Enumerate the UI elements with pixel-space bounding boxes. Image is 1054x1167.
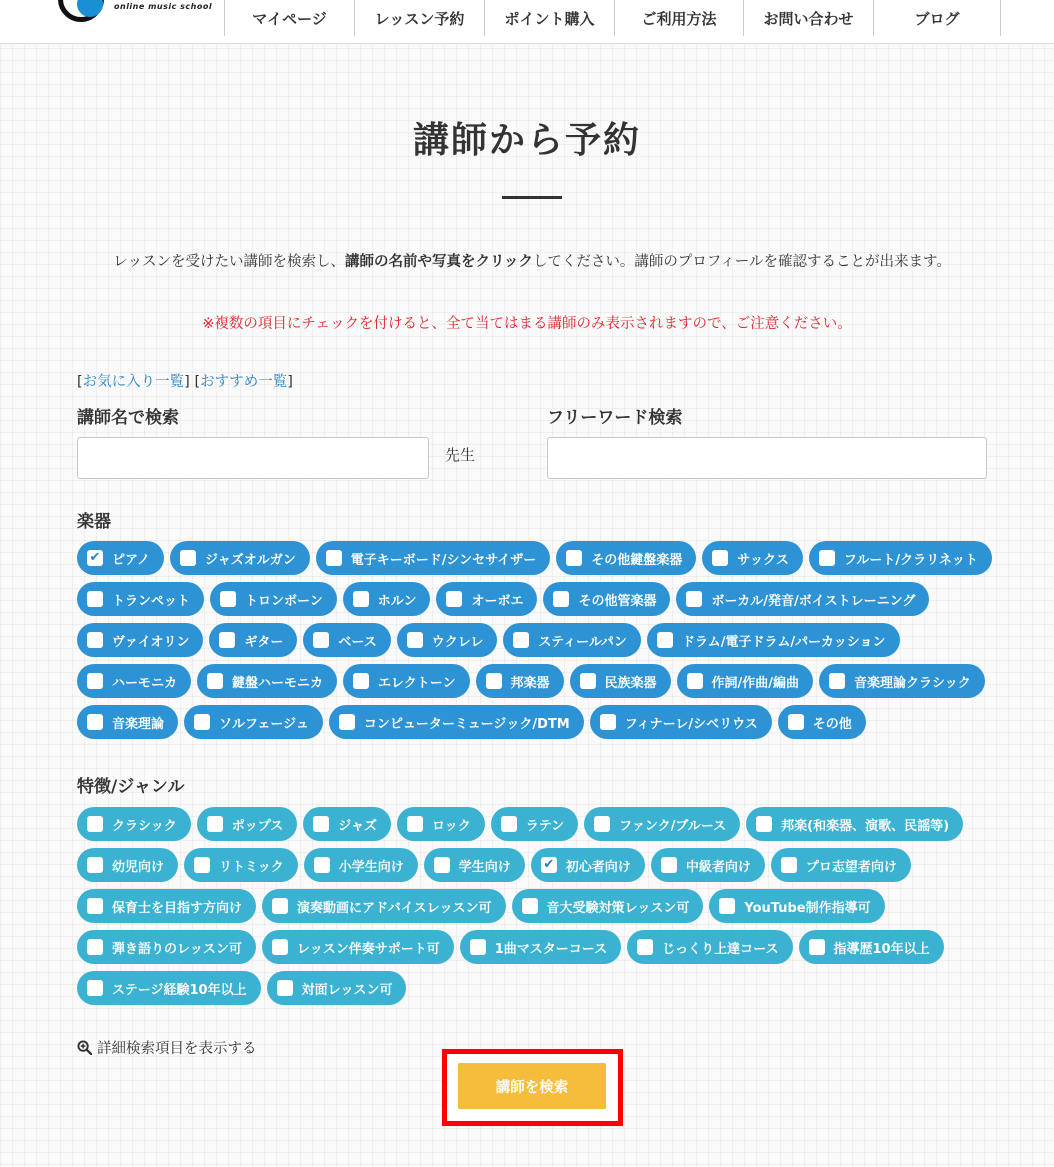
detail-search-label: 詳細検索項目を表示する: [97, 1041, 257, 1057]
instruments-filter-pill[interactable]: [343, 664, 469, 698]
checkbox-icon[interactable]: [314, 857, 330, 873]
filter-label: 中級者向け: [685, 859, 751, 875]
instruments-filter-pill[interactable]: [77, 582, 204, 616]
genres-row: [77, 971, 997, 1012]
checkbox-icon[interactable]: [87, 591, 103, 607]
instruments-filter-pill[interactable]: [676, 582, 929, 616]
checkbox-icon[interactable]: [407, 816, 423, 832]
name-search-label: 講師名で検索: [77, 408, 179, 428]
checkbox-icon[interactable]: [446, 591, 462, 607]
filter-label: その他管楽器: [578, 593, 657, 609]
filter-label: ラテン: [525, 818, 565, 834]
checkbox-icon[interactable]: [788, 714, 804, 730]
genres-filter-pill[interactable]: [397, 807, 485, 841]
checkbox-icon[interactable]: [272, 898, 288, 914]
instruments-filter-pill[interactable]: [819, 664, 985, 698]
checkbox-icon[interactable]: [566, 550, 582, 566]
filter-label: クラシック: [112, 818, 177, 834]
filter-label: エレクトーン: [378, 675, 456, 691]
filter-label: 音楽理論: [112, 716, 165, 732]
genres-filter-pill[interactable]: [709, 889, 884, 923]
checkbox-icon[interactable]: [637, 939, 653, 955]
filter-label: ボーカル/発音/ボイストレーニング: [711, 593, 916, 609]
notice-text: ※複数の項目にチェックを付けると、全て当てはまる講師のみ表示されますので、ご注意ください。: [202, 316, 852, 332]
instruments-filter-pill[interactable]: [77, 705, 178, 739]
genres-filter-pill[interactable]: [491, 807, 578, 841]
checkbox-icon[interactable]: [501, 816, 517, 832]
filter-label: ソルフェージュ: [219, 716, 309, 732]
filter-label: スティールパン: [538, 634, 627, 650]
checkbox-icon[interactable]: [272, 939, 288, 955]
filter-label: 対面レッスン可: [301, 982, 393, 998]
checkbox-icon[interactable]: [522, 898, 538, 914]
instruments-filter-pill[interactable]: [778, 705, 866, 739]
filter-label: YouTube制作指導可: [744, 900, 871, 916]
instruments-filter-pill[interactable]: [543, 582, 670, 616]
genres-filter-pill[interactable]: [77, 971, 261, 1005]
filter-label: その他: [812, 716, 852, 732]
instruments-filter-pill[interactable]: [209, 623, 297, 657]
checkbox-icon[interactable]: [809, 939, 825, 955]
filter-label: サックス: [737, 552, 789, 568]
checkbox-icon[interactable]: [781, 857, 797, 873]
nav-how-to-use[interactable]: ご利用方法: [614, 0, 743, 36]
genres-filter-pill[interactable]: [799, 930, 944, 964]
filter-label: トランペット: [112, 593, 191, 609]
checkbox-icon[interactable]: [687, 673, 703, 689]
nav-blog[interactable]: ブログ: [873, 0, 1001, 36]
checkbox-icon[interactable]: [207, 816, 223, 832]
genres-row: [77, 848, 997, 889]
instruments-filter-pill[interactable]: [590, 705, 772, 739]
checkbox-icon[interactable]: [661, 857, 677, 873]
filter-label: 学生向け: [458, 859, 511, 875]
checkbox-icon[interactable]: [756, 816, 772, 832]
instruments-filter-pill[interactable]: [809, 541, 992, 575]
filter-label: 指導歴10年以上: [833, 941, 930, 957]
genres-filter-pill[interactable]: [197, 807, 297, 841]
filter-label: ロック: [431, 818, 471, 834]
instruments-filter-pill[interactable]: [197, 664, 337, 698]
filter-label: 音楽理論クラシック: [854, 675, 971, 691]
genres-filter-pill[interactable]: [303, 807, 391, 841]
instruments-filter-pill[interactable]: [647, 623, 900, 657]
checkbox-icon[interactable]: [407, 632, 423, 648]
filter-label: ハーモニカ: [112, 675, 178, 691]
instruments-row: [77, 623, 997, 664]
filter-label: コンピューターミュージック/DTM: [363, 716, 570, 732]
instruments-filter-pill[interactable]: [184, 705, 323, 739]
checkbox-icon[interactable]: [219, 632, 235, 648]
checkbox-icon[interactable]: [434, 857, 450, 873]
genres-filter-pill[interactable]: [746, 807, 963, 841]
genres-filter-pill[interactable]: [77, 889, 256, 923]
site-logo[interactable]: [58, 0, 213, 20]
instruments-filter-pill[interactable]: [303, 623, 390, 657]
site-header: [0, 0, 1054, 44]
filter-label: 弾き語りのレッスン可: [112, 941, 242, 957]
recommended-link[interactable]: おすすめ一覧: [200, 374, 288, 390]
title-divider: [502, 196, 562, 199]
checkbox-icon[interactable]: [87, 816, 103, 832]
filter-label: ファンク/ブルース: [619, 818, 727, 834]
instruments-row: [77, 664, 997, 705]
filter-label: レッスン伴奏サポート可: [296, 941, 440, 957]
filter-label: ドラム/電子ドラム/パーカッション: [681, 634, 886, 650]
instruments-filter-pill[interactable]: [570, 664, 671, 698]
filter-label: リトミック: [219, 859, 284, 875]
instruments-filter-pill[interactable]: [210, 582, 337, 616]
checkbox-icon[interactable]: [194, 857, 210, 873]
checkbox-icon[interactable]: [513, 632, 529, 648]
filter-label: 民族楽器: [604, 675, 657, 691]
filter-label: プロ志望者向け: [805, 859, 897, 875]
instruments-filter-pill[interactable]: [556, 541, 696, 575]
instruments-filter-pill[interactable]: [170, 541, 310, 575]
search-teachers-button[interactable]: 講師を検索: [458, 1063, 606, 1109]
checkbox-icon[interactable]: [87, 980, 103, 996]
checkbox-icon[interactable]: [486, 673, 502, 689]
intro-text: レッスンを受けたい講師を検索し、講師の名前や写真をクリックしてください。講師のプロフィールを確認することが出来ます。: [113, 254, 951, 270]
filter-label: ホルン: [377, 593, 417, 609]
genres-row: [77, 930, 997, 971]
instruments-label: 楽器: [77, 512, 111, 532]
checkbox-icon[interactable]: [207, 673, 223, 689]
instruments-filter-pill[interactable]: [316, 541, 551, 575]
filter-label: ギター: [244, 634, 284, 650]
instruments-filter-pill[interactable]: [476, 664, 564, 698]
genres-filter-pill[interactable]: [267, 971, 407, 1005]
instruments-filter-pill[interactable]: [397, 623, 498, 657]
filter-label: ポップス: [231, 818, 284, 834]
checkbox-icon[interactable]: [87, 898, 103, 914]
page-title: 講師から予約: [412, 120, 641, 161]
checkbox-icon[interactable]: [719, 898, 735, 914]
zoom-in-icon: [77, 1040, 92, 1055]
instruments-filter-pill[interactable]: [702, 541, 803, 575]
genres-filter-pill[interactable]: [77, 807, 191, 841]
genres-filter-pill[interactable]: [531, 848, 645, 882]
checkbox-checked-icon[interactable]: ✔: [541, 857, 557, 873]
instruments-filter-pill[interactable]: [77, 664, 191, 698]
filter-label: ヴァイオリン: [112, 634, 190, 650]
checkbox-icon[interactable]: [353, 673, 369, 689]
checkbox-icon[interactable]: [326, 550, 342, 566]
checkbox-icon[interactable]: [87, 714, 103, 730]
main-nav: [224, 0, 1001, 36]
checkbox-icon[interactable]: [277, 980, 293, 996]
checkbox-icon[interactable]: [553, 591, 569, 607]
freeword-search-label: フリーワード検索: [547, 408, 683, 428]
checkbox-icon[interactable]: [600, 714, 616, 730]
freeword-input[interactable]: [547, 437, 987, 479]
checkbox-icon[interactable]: [580, 673, 596, 689]
genres-filter-pill[interactable]: [771, 848, 911, 882]
instruments-filter-pill[interactable]: [329, 705, 584, 739]
genres-filter-pill[interactable]: [584, 807, 740, 841]
genres-filter-pill[interactable]: [304, 848, 418, 882]
logo-tagline: online music school: [114, 2, 213, 11]
checkbox-icon[interactable]: [657, 632, 673, 648]
genres-row: [77, 807, 997, 848]
instruments-filter-pill[interactable]: [436, 582, 537, 616]
instruments-filter-pill[interactable]: [77, 541, 164, 575]
quick-links: [お気に入り一覧] [おすすめ一覧]: [77, 374, 293, 390]
checkbox-icon[interactable]: [313, 632, 329, 648]
nav-buy-points[interactable]: ポイント購入: [484, 0, 614, 36]
filter-label: その他鍵盤楽器: [591, 552, 683, 568]
filter-label: 小学生向け: [338, 859, 404, 875]
filter-label: ジャズオルガン: [204, 552, 296, 568]
genres-filter-pill[interactable]: [460, 930, 621, 964]
checkbox-icon[interactable]: [87, 632, 103, 648]
filter-label: ウクレレ: [431, 634, 484, 650]
filter-label: じっくり上達コース: [662, 941, 779, 957]
instruments-filter-pill[interactable]: [677, 664, 814, 698]
checkbox-icon[interactable]: [194, 714, 210, 730]
filter-label: 音大受験対策レッスン可: [546, 900, 690, 916]
genres-filter-pill[interactable]: [77, 930, 256, 964]
instruments-filter-pill[interactable]: [343, 582, 431, 616]
filter-label: フルート/クラリネット: [843, 552, 978, 568]
checkbox-icon[interactable]: [87, 939, 103, 955]
genres-filter-pill[interactable]: [512, 889, 704, 923]
checkbox-icon[interactable]: [220, 591, 236, 607]
checkbox-icon[interactable]: [594, 816, 610, 832]
instruments-row: [77, 582, 997, 623]
filter-label: 邦楽器: [510, 675, 550, 691]
instruments-filter-pill[interactable]: [77, 623, 203, 657]
filter-label: オーボエ: [471, 593, 524, 609]
genre-filters: [77, 807, 997, 1012]
filter-label: 演奏動画にアドバイスレッスン可: [297, 900, 492, 916]
checkbox-icon[interactable]: [712, 550, 728, 566]
instruments-row: [77, 541, 997, 582]
genres-filter-pill[interactable]: [77, 848, 178, 882]
instruments-filter-pill[interactable]: [503, 623, 641, 657]
checkbox-icon[interactable]: [87, 673, 103, 689]
teacher-name-input[interactable]: [77, 437, 429, 479]
filter-label: ジャズ: [338, 818, 377, 834]
checkbox-checked-icon[interactable]: ✔: [87, 550, 103, 566]
genres-label: 特徴/ジャンル: [77, 777, 185, 797]
filter-label: 鍵盤ハーモニカ: [232, 675, 324, 691]
checkbox-icon[interactable]: [339, 714, 355, 730]
sensei-suffix: 先生: [445, 446, 476, 464]
instrument-filters: [77, 541, 997, 746]
genres-filter-pill[interactable]: [262, 889, 505, 923]
filter-label: 電子キーボード/シンセサイザー: [350, 552, 537, 568]
genres-filter-pill[interactable]: [651, 848, 765, 882]
filter-label: フィナーレ/シベリウス: [624, 716, 758, 732]
filter-label: ピアノ: [112, 552, 150, 568]
logo-mark: [58, 0, 104, 22]
checkbox-icon[interactable]: [180, 550, 196, 566]
filter-label: 1曲マスターコース: [494, 941, 608, 957]
genres-filter-pill[interactable]: [262, 930, 454, 964]
filter-label: ベース: [338, 634, 377, 650]
checkbox-icon[interactable]: [686, 591, 702, 607]
nav-contact[interactable]: お問い合わせ: [743, 0, 873, 36]
nav-mypage[interactable]: マイページ: [224, 0, 354, 36]
genres-filter-pill[interactable]: [627, 930, 792, 964]
filter-label: 幼児向け: [112, 859, 165, 875]
genres-filter-pill[interactable]: [184, 848, 298, 882]
filter-label: 保育士を目指す方向け: [112, 900, 243, 916]
genres-filter-pill[interactable]: [424, 848, 525, 882]
filter-label: ステージ経験10年以上: [112, 982, 247, 998]
show-detail-search-link[interactable]: [77, 1037, 257, 1058]
intro-emphasis: 講師の名前や写真をクリック: [345, 254, 533, 270]
checkbox-icon[interactable]: [313, 816, 329, 832]
checkbox-icon[interactable]: [819, 550, 835, 566]
filter-label: 邦楽(和楽器、演歌、民謡等): [781, 818, 950, 834]
checkbox-icon[interactable]: [829, 673, 845, 689]
checkbox-icon[interactable]: [470, 939, 486, 955]
nav-lesson-booking[interactable]: レッスン予約: [354, 0, 484, 36]
checkbox-icon[interactable]: [87, 857, 103, 873]
genres-row: [77, 889, 997, 930]
checkbox-icon[interactable]: [353, 591, 369, 607]
filter-label: トロンボーン: [245, 593, 323, 609]
instruments-row: [77, 705, 997, 746]
favorites-link[interactable]: お気に入り一覧: [82, 374, 185, 390]
filter-label: 初心者向け: [565, 859, 631, 875]
filter-label: 作詞/作曲/編曲: [711, 675, 800, 691]
